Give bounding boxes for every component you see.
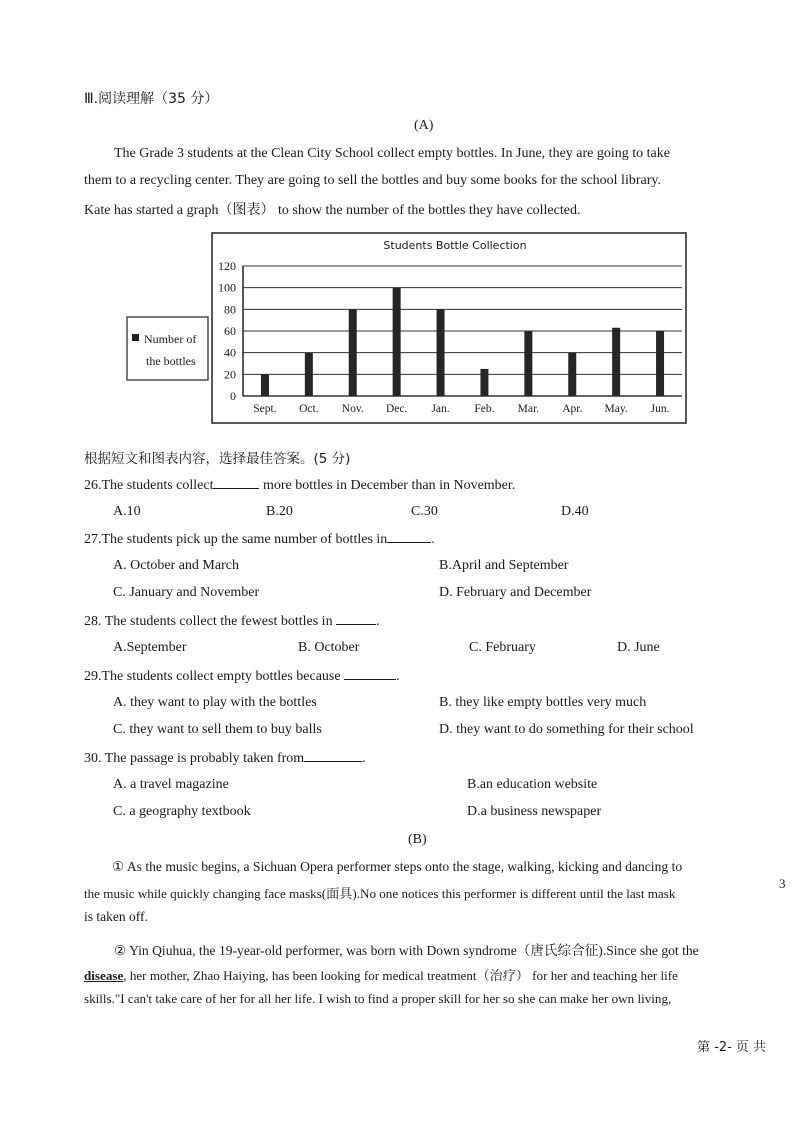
part-b-label: (B) [408, 832, 427, 847]
y-tick-label: 60 [224, 324, 236, 338]
q27-stem-b: . [431, 532, 435, 547]
section-title: Ⅲ.阅读理解（35 分） [84, 91, 219, 107]
intro-line-3: Kate has started a graph（图表） to show the number of the bottles they have collected. [84, 203, 581, 218]
part-a-label: (A) [414, 118, 434, 133]
q28-stem-b: . [376, 614, 380, 629]
q28-option-d: D. June [617, 640, 660, 655]
q30-option-c: C. a geography textbook [113, 804, 251, 819]
question-30 [84, 749, 366, 767]
y-tick-label: 80 [224, 302, 236, 317]
y-tick-label: 100 [218, 280, 236, 295]
q27-option-c: C. January and November [113, 585, 260, 600]
q27-stem-a: 27.The students pick up the same number of bottles in [84, 532, 388, 547]
bar [393, 288, 401, 396]
intro-line-1: The Grade 3 students at the Clean City School collect empty bottles. In June, they are going to take [114, 146, 670, 161]
x-tick-label: Jun. [650, 403, 670, 415]
q28-option-b: B. October [298, 640, 360, 655]
q30-stem-a: 30. The passage is probably taken from [84, 751, 305, 766]
q30-option-d: D.a business newspaper [467, 804, 602, 819]
q26-option-b: B.20 [266, 504, 293, 519]
q28-option-c: C. February [469, 640, 536, 655]
margin-mark: 3 [779, 876, 786, 891]
instructions: 根据短文和图表内容，选择最佳答案。(5 分) [84, 451, 351, 467]
q29-option-c: C. they want to sell them to buy balls [113, 722, 322, 737]
bar [480, 369, 488, 396]
p2-disease-word: disease [84, 968, 124, 983]
y-tick-label: 120 [218, 259, 236, 273]
p1-line-3: is taken off. [84, 909, 148, 924]
p2-line-2 [84, 965, 678, 984]
p2-line-2-rest: , her mother, Zhao Haiying, has been looking for medical treatment（治疗） for her and teaching her life [123, 968, 678, 983]
q30-blank [304, 749, 362, 762]
q29-stem-b: . [396, 669, 400, 684]
bar [437, 309, 445, 396]
y-tick-label: 20 [224, 367, 236, 382]
x-tick-label: Mar. [517, 403, 540, 415]
q26-blank [213, 476, 259, 489]
bar [656, 331, 664, 396]
x-tick-label: Sept. [253, 403, 277, 415]
question-26 [84, 476, 515, 494]
q26-stem-b: more bottles in December than in November. [259, 478, 516, 493]
p2-line-3: skills."I can't take care of her for all her life. I wish to find a proper skill for her so she can make her own living, [84, 991, 672, 1006]
question-29 [84, 667, 400, 685]
bar [524, 331, 532, 396]
q27-option-a: A. October and March [113, 558, 239, 573]
x-tick-label: Oct. [299, 403, 319, 415]
q26-stem-a: 26.The students collect [84, 478, 214, 493]
x-tick-label: Dec. [385, 403, 408, 415]
y-tick-label: 40 [224, 345, 236, 360]
q28-blank [336, 612, 376, 625]
q26-option-d: D.40 [561, 504, 589, 519]
q29-blank [344, 667, 396, 680]
legend-box [127, 317, 208, 380]
q26-option-a: A.10 [113, 504, 141, 519]
bar [305, 353, 313, 396]
q26-option-c: C.30 [411, 504, 438, 519]
q27-option-b: B.April and September [439, 558, 569, 573]
legend-line-1: Number of [144, 332, 197, 346]
q27-option-d: D. February and December [439, 585, 592, 600]
q28-stem-a: 28. The students collect the fewest bottles in [84, 614, 337, 629]
x-tick-label: Feb. [474, 403, 495, 415]
x-tick-label: Apr. [562, 403, 583, 415]
bar [568, 353, 576, 396]
bar [612, 328, 620, 396]
x-tick-label: May. [604, 403, 628, 415]
x-tick-label: Nov. [341, 403, 364, 415]
p1-line-2: the music while quickly changing face masks(面具).No one notices this performer is different until the last mask [84, 886, 676, 901]
question-27 [84, 530, 435, 548]
legend-line-2: the bottles [146, 354, 196, 368]
q29-option-a: A. they want to play with the bottles [113, 695, 317, 710]
p2-line-1: ② Yin Qiuhua, the 19-year-old performer, was born with Down syndrome（唐氏综合征).Since she got the [114, 943, 699, 958]
chart-title: Students Bottle Collection [383, 239, 527, 252]
bar [261, 374, 269, 396]
q30-stem-b: . [362, 751, 366, 766]
page-number-footer: 第 -2- 页 共 [697, 1040, 767, 1055]
x-tick-label: Jan. [431, 403, 450, 415]
q28-option-a: A.September [113, 640, 187, 655]
bottle-collection-chart [0, 0, 794, 440]
intro-line-2: them to a recycling center. They are going to sell the bottles and buy some books for the school library. [84, 173, 661, 188]
q27-blank [387, 530, 431, 543]
question-28 [84, 612, 380, 630]
y-tick-label: 0 [230, 389, 236, 403]
q30-option-a: A. a travel magazine [113, 777, 229, 792]
bar [349, 309, 357, 396]
q29-stem-a: 29.The students collect empty bottles because [84, 669, 345, 684]
q30-option-b: B.an education website [467, 777, 598, 792]
legend-swatch [132, 334, 139, 341]
q29-option-b: B. they like empty bottles very much [439, 695, 647, 710]
p1-line-1: ① As the music begins, a Sichuan Opera performer steps onto the stage, walking, kicking and dancing to [112, 859, 683, 874]
q29-option-d: D. they want to do something for their school [439, 722, 694, 737]
